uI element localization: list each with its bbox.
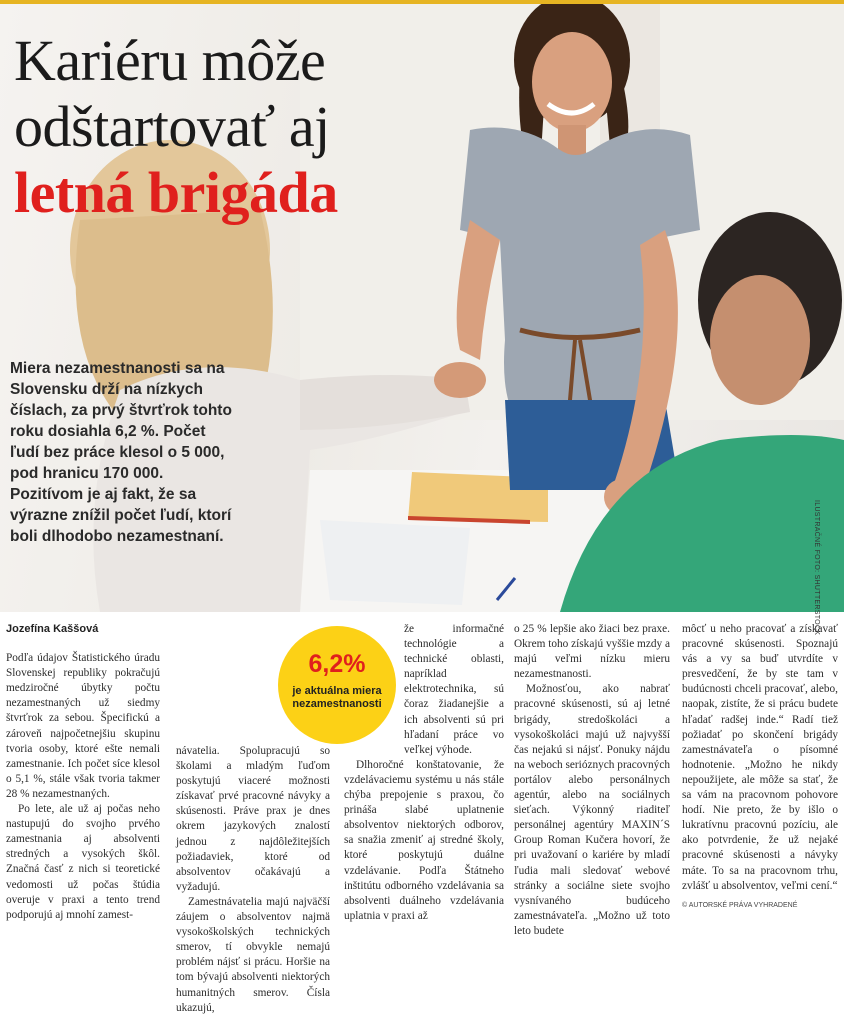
body-column-5 xyxy=(682,622,838,913)
stat-value: 6,2% xyxy=(308,650,366,678)
body-paragraph: o 25 % lepšie ako žiaci bez praxe. Okrem toho získajú vyššie mzdy a majú veľmi nízku mieru nezamestnanosti. xyxy=(514,623,670,681)
body-column-1 xyxy=(6,622,160,923)
copyright-note: © AUTORSKÉ PRÁVA VYHRADENÉ xyxy=(682,901,798,909)
body-column-4 xyxy=(514,622,670,939)
article-body xyxy=(6,622,838,1014)
body-paragraph: Zamestnávatelia majú najväčší záujem o absolventov najmä vysokoškolských technických smerov, tí obvykle nemajú problém nájsť si prácu. Horšie na tom bývajú absolventi niektorých humanitných smerov. Čísla ukazujú, xyxy=(176,895,330,1014)
headline-line-1: Kariéru môže xyxy=(14,28,326,93)
headline-line-2: odštartovať aj xyxy=(14,94,330,159)
body-paragraph: návatelia. Spolupracujú so školami a mladým ľuďom poskytujú viaceré možnosti získavať prvé pracovné návyky a skúsenosti. Práve prax je dnes okrem jazykových znalostí jednou z najdôležitejších požiadaviek, ktoré od absolventov očakávajú a vyžadujú. xyxy=(176,745,330,893)
stat-caption: je aktuálna miera nezamestnanosti xyxy=(292,685,382,710)
body-paragraph: Možnosťou, ako nabrať pracovné skúsenosti, sú aj letné brigády, stredoškoláci a vysokoškoláci majú už najvyšší čas nejakú si nájsť. Ponuky nájdu na weboch serióznych pracovných portálov alebo personálnych agentúr, alebo na sociálnych sieťach. Výkonný riaditeľ personálnej agentúry MAXIN´S Group Roman Kučera hovorí, že pri uvažovaní o kariére by mladí ľudia mali sledovať webové stránky a sociálne siete svojho vysnívaného budúceho zamestnávateľa. „Možno už toto leto budete xyxy=(514,683,670,937)
body-paragraph: môcť u neho pracovať a získavať pracovné skúsenosti. Spoznajú vás a vy sa buď utvrdíte v presvedčení, že by ste tam v budúcnosti chceli pracovať, alebo, naopak, zistíte, že si prácu budete hľadať radšej inde.“ Radí tiež požiadať po skončení brigády zamestnávateľa o písomné hodnotenie. „Možno he nikdy nepoužijete, ale môže sa stať, že sa vám na pracovnom pohovore hodí. Nie preto, že by išlo o lukratívnu pracovnú pozíciu, ale ako potvrdenie, že už nejaké pracovné skúsenosti a návyky máte. To sa na pracovnom trhu, zvlášť u absolventov, veľmi cení.“ xyxy=(682,623,838,892)
author-byline: Jozefína Kaššová xyxy=(6,623,99,635)
top-accent-line xyxy=(0,0,844,4)
body-paragraph: Dlhoročné konštatovanie, že vzdelávaciemu systému u nás stále chýba prepojenie s praxou, čo prináša slabé uplatnenie absolventov niektorých odborov, sa snažia zmeniť aj stredné školy, ktoré poskytujú duálne vzdelávanie. Podľa Štátneho inštitútu odborného vzdelávania sa absolventi duálneho vzdelávania uplatnia v praxi až xyxy=(344,758,504,922)
body-column-2 xyxy=(176,622,330,1016)
body-paragraph: Po lete, ale už aj počas neho nastupujú do svojho prvého zamestnania aj absolventi stredných a vysokých škôl. Značná časť z nich si teoretické vedomosti už počas štúdia overuje v praxi a tento trend podporujú aj mnohí zamest- xyxy=(6,803,160,921)
body-column-3 xyxy=(344,622,504,924)
headline-line-3: letná brigáda xyxy=(14,160,338,225)
body-paragraph: že informačné technológie a technické oblasti, napríklad elektrotechnika, sú čoraz žiadanejšie a ich absolventi sú pri hľadaní práce vo veľkej výhode. xyxy=(404,623,504,756)
body-paragraph: Podľa údajov Štatistického úradu Slovenskej republiky pokračujú medziročné úbytky počtu nezamestnaných už siedmy štvrťrok za sebou. Špecifickú a zároveň najpočetnejšiu skupinu tvoria osoby, ktoré ešte nemali zamestnanie. Ich počet síce klesol o 5,1 %, stále však tvoria takmer 28 % nezamestnaných. xyxy=(6,652,160,800)
photo-credit: ILUSTRAČNÉ FOTO: SHUTTERSTOCK xyxy=(813,500,820,636)
article-headline xyxy=(14,28,474,226)
article-lead: Miera nezamestnanosti sa na Slovensku drží na nízkych číslach, za prvý štvrťrok tohto roku dosiahla 6,2 %. Počet ľudí bez práce klesol o 5 000, pod hranicu 170 000. Pozitívom je aj fakt, že sa výrazne znížil počet ľudí, ktorí boli dlhodobo nezamestnaní. xyxy=(10,360,232,545)
